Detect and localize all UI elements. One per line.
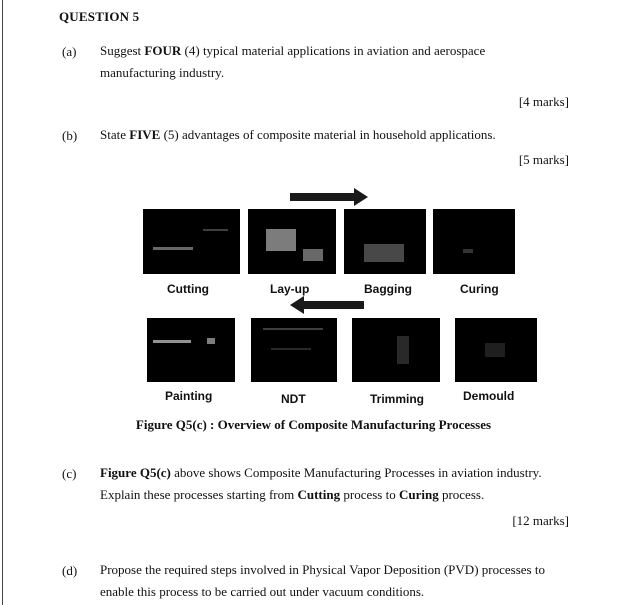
part-c-text-1: above shows Composite Manufacturing Processes in aviation industry. (170, 465, 542, 480)
lay-up-photo (248, 209, 336, 274)
painting-photo (147, 318, 235, 382)
part-a-text-2: (4) (181, 43, 203, 58)
left-border (2, 0, 3, 605)
part-c-line2 (100, 484, 576, 506)
part-a-bold-four: FOUR (144, 43, 182, 58)
label-cutting: Cutting (167, 282, 209, 296)
part-b-bold-five: FIVE (129, 127, 161, 142)
label-trimming: Trimming (370, 392, 425, 406)
part-c-text (100, 462, 576, 506)
part-d-line2: enable this process to be carried out under vacuum conditions. (100, 584, 425, 599)
label-bagging: Bagging (364, 282, 412, 296)
part-a-text-3: typical material applications in aviation and aerospace (202, 43, 486, 58)
label-demould: Demould (463, 389, 515, 403)
part-d-label: (d) (62, 563, 78, 578)
left-arrow-icon (290, 296, 364, 314)
part-c-text-4: process. (438, 487, 485, 502)
cutting-photo (143, 209, 240, 274)
trimming-photo (352, 318, 440, 382)
part-b-text-1: State (100, 127, 130, 142)
part-c-text-3: process to (340, 487, 399, 502)
part-a-line1 (100, 40, 576, 62)
part-b-text-2: (5) advantages of composite material in household applications. (160, 127, 496, 142)
part-a-line2: manufacturing industry. (100, 65, 225, 80)
label-painting: Painting (165, 389, 213, 403)
bagging-photo (344, 209, 426, 274)
right-arrow-icon (290, 188, 368, 206)
part-c-bold-cutting: Cutting (297, 487, 341, 502)
part-a-text (100, 40, 576, 84)
demould-photo (455, 318, 537, 382)
part-a-label: (a) (62, 44, 77, 59)
label-lay-up: Lay-up (270, 282, 310, 296)
label-curing: Curing (460, 282, 499, 296)
ndt-photo (251, 318, 337, 382)
part-c-text-2: Explain these processes starting from (100, 487, 298, 502)
part-b-text (100, 124, 576, 146)
part-c-marks: [12 marks] (512, 513, 569, 528)
part-d-line1: Propose the required steps involved in Physical Vapor Deposition (PVD) processes to (100, 562, 545, 577)
part-c-line1 (100, 462, 576, 484)
question-title: QUESTION 5 (59, 9, 140, 24)
part-d-text (100, 559, 576, 603)
part-c-bold-figure: Figure Q5(c) (100, 465, 171, 480)
part-b-label: (b) (62, 128, 78, 143)
part-b-marks: [5 marks] (518, 152, 569, 167)
curing-photo (433, 209, 515, 274)
part-c-label: (c) (62, 466, 77, 481)
part-c-bold-curing: Curing (398, 487, 439, 502)
part-a-marks: [4 marks] (518, 94, 569, 109)
label-ndt: NDT (281, 392, 306, 406)
figure-caption: Figure Q5(c) : Overview of Composite Manufacturing Processes (135, 417, 492, 432)
part-a-text-1: Suggest (100, 43, 145, 58)
